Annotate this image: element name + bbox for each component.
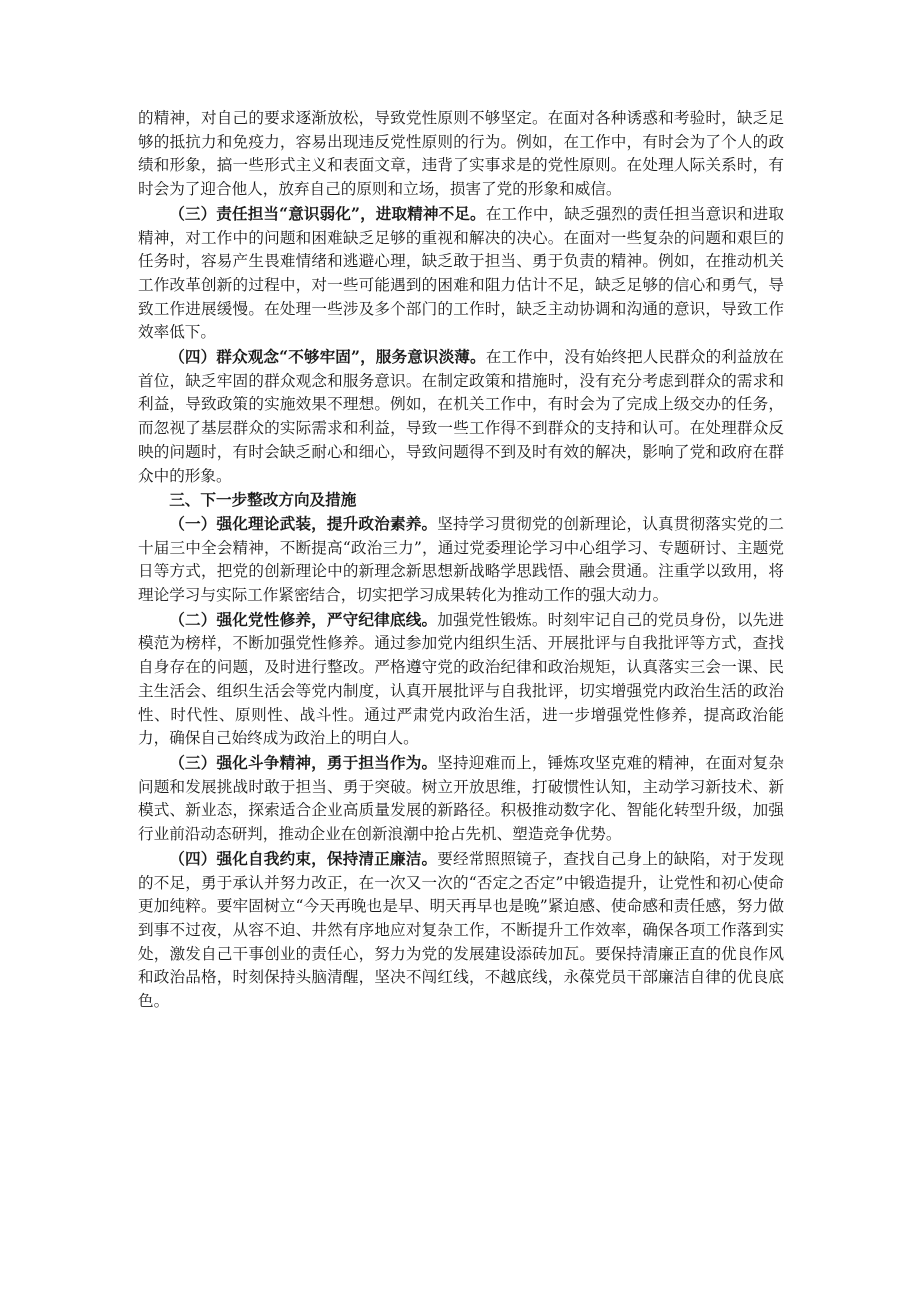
paragraph-self-discipline [138,847,784,1014]
paragraph-text: 坚持学习贯彻党的创新理论，认真贯彻落实党的二十届三中全会精神，不断提高“政治三力”，通过党委理论学习中心组学习、专题研讨、主题党日等方式，把党的创新理论中的新理念新思想新战略学思践悟、融会贯通。注重学以致用，将理论学习与实际工作紧密结合，切实把学习成果转化为推动工作的强大动力。 [138,514,784,605]
paragraph-responsibility [138,202,784,345]
paragraph-text: 坚持迎难而上，锤炼攻坚克难的精神，在面对复杂问题和发展挑战时敢于担当、勇于突破。树立开放思维，打破惯性认知，主动学习新技术、新模式、新业态，探索适合企业高质量发展的新路径。积极推动数字化、智能化转型升级，加强行业前沿动态研判，推动企业在创新浪潮中抢占先机、塑造竞争优势。 [138,753,784,844]
paragraph-party-spirit [138,608,784,751]
paragraph-text: 在工作中，缺乏强烈的责任担当意识和进取精神，对工作中的问题和困难缺乏足够的重视和解决的决心。在面对一些复杂的问题和艰巨的任务时，容易产生畏难情绪和逃避心理，缺乏敢于担当、勇于负责的精神。例如，在推动机关工作改革创新的过程中，对一些可能遇到的困难和阻力估计不足，缺乏足够的信心和勇气，导致工作进展缓慢。在处理一些涉及多个部门的工作时，缺乏主动协调和沟通的意识，导致工作效率低下。 [138,204,784,342]
paragraph-lead: （四）强化自我约束，保持清正廉洁。 [169,848,438,868]
paragraph-text: 要经常照照镜子，查找自己身上的缺陷，对于发现的不足，勇于承认并努力改正，在一次又一次的“否定之否定”中锻造提升，让党性和初心使命更加纯粹。要牢固树立“今天再晚也是早、明天再早也是晚”紧迫感、使命感和责任感，努力做到事不过夜，从容不迫、井然有序地应对复杂工作，不断提升工作效率，确保各项工作落到实处，激发自己干事创业的责任心，努力为党的发展建设添砖加瓦。要保持清廉正直的优良作风和政治品格，时刻保持头脑清醒，坚决不闯红线，不越底线，永葆党员干部廉洁自律的优良底色。 [138,849,784,1011]
paragraph-lead: （三）强化斗争精神，勇于担当作为。 [169,752,438,772]
paragraph-theory [138,512,784,608]
paragraph-continuation [138,107,784,202]
paragraph-text: 的精神，对自己的要求逐渐放松，导致党性原则不够坚定。在面对各种诱惑和考验时，缺乏足够的抵抗力和免疫力，容易出现违反党性原则的行为。例如，在工作中，有时会为了个人的政绩和形象，搞一些形式主义和表面文章，违背了实事求是的党性原则。在处理人际关系时，有时会为了迎合他人，放弃自己的原则和立场，损害了党的形象和威信。 [138,109,784,199]
paragraph-struggle [138,751,784,847]
document-body [138,107,784,1014]
paragraph-lead: （一）强化理论武装，提升政治素养。 [169,513,438,533]
paragraph-lead: （二）强化党性修养，严守纪律底线。 [169,609,438,629]
paragraph-text: 加强党性锻炼。时刻牢记自己的党员身份，以先进模范为榜样，不断加强党性修养。通过参加党内组织生活、开展批评与自我批评等方式，查找自身存在的问题，及时进行整改。严格遵守党的政治纪律和政治规矩，认真落实三会一课、民主生活会、组织生活会等党内制度，认真开展批评与自我批评，切实增强党内政治生活的政治性、时代性、原则性、战斗性。通过严肃党内政治生活，进一步增强党性修养，提高政治能力，确保自己始终成为政治上的明白人。 [138,610,784,748]
section-heading: 三、下一步整改方向及措施 [169,490,357,510]
paragraph-lead: （三）责任担当“意识弱化”，进取精神不足。 [169,203,486,223]
paragraph-text: 在工作中，没有始终把人民群众的利益放在首位，缺乏牢固的群众观念和服务意识。在制定政策和措施时，没有充分考虑到群众的需求和利益，导致政策的实施效果不理想。例如，在机关工作中，有时会为了完成上级交办的任务，而忽视了基层群众的实际需求和利益，导致一些工作得不到群众的支持和认可。在处理群众反映的问题时，有时会缺乏耐心和细心，导致问题得不到及时有效的解决，影响了党和政府在群众中的形象。 [138,348,784,485]
paragraph-mass-concept [138,345,784,488]
paragraph-lead: （四）群众观念“不够牢固”，服务意识淡薄。 [169,347,486,367]
